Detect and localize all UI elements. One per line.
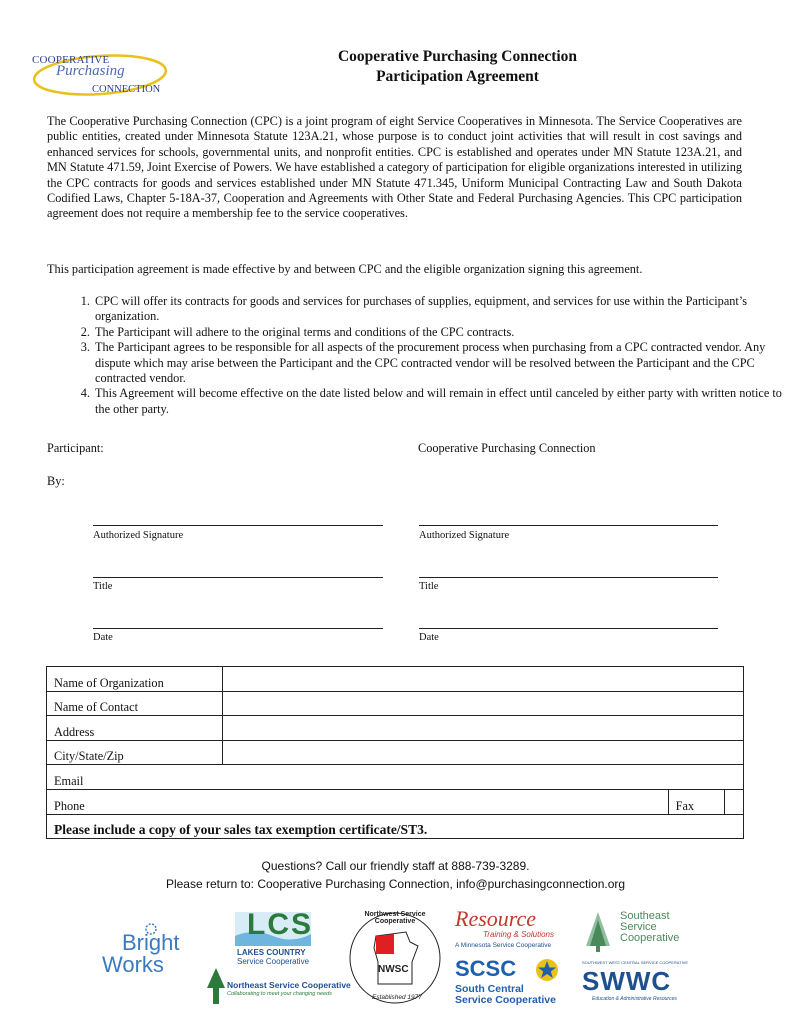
brightworks-logo (100, 920, 200, 980)
by-label: By: (47, 474, 65, 488)
cpc-logo (30, 48, 175, 100)
swwc-logo (580, 960, 689, 1006)
nwsc-initials: NWSC (378, 964, 409, 975)
southeast-line1: Southeast (620, 910, 670, 922)
table-row (47, 740, 744, 765)
lakes-country-line2: Service Cooperative (237, 957, 310, 966)
swwc-sub: Education & Administrative Resources (592, 996, 677, 1002)
questions-text: Questions? Call our friendly staff at 888-739-3289. (261, 859, 530, 873)
southeast-line2: Service (620, 921, 657, 933)
terms-list (47, 294, 788, 417)
northeast-tagline: Collaborating to meet your changing needs (227, 991, 332, 997)
page-subtitle: Participation Agreement (376, 68, 539, 85)
email-label: Email (54, 773, 84, 788)
organization-field[interactable] (223, 667, 744, 692)
cpc-signatory-label: Cooperative Purchasing Connection (418, 441, 596, 455)
tax-exemption-note: Please include a copy of your sales tax exemption certificate/ST3. (47, 814, 744, 839)
table-row (47, 667, 744, 692)
resource-logo (455, 906, 565, 956)
cpc-title-label: Title (419, 581, 439, 592)
contact-field[interactable] (223, 691, 744, 716)
phone-label: Phone (54, 798, 85, 813)
cpc-date-line[interactable] (419, 628, 718, 629)
return-text: Please return to: Cooperative Purchasing Connection, info@purchasingconnection.org (165, 877, 626, 891)
term-item: 4. This Agreement will become effective on the date listed below and will remain in effect until canceled by either party with written notice to the other party. (93, 386, 788, 417)
resource-name: Resource (455, 906, 537, 931)
organization-label: Name of Organization (47, 667, 223, 692)
lakes-country-line1: LAKES COUNTRY (237, 948, 306, 957)
fax-label: Fax (668, 789, 724, 814)
address-field[interactable] (223, 716, 744, 741)
scsc-line2: Service Cooperative (455, 994, 556, 1006)
intro-paragraph: The Cooperative Purchasing Connection (CPC) is a joint program of eight Service Cooperatives in Minnesota. The Service Cooperatives are public entities, created under Minnesota Statute 123A.21, whose purpose is to conduct joint activities that will result in cost savings and enhanced services for schools, governmental units, and nonprofit entities. CPC is established and operates under MN Statute 123A.21, and MN Statute 471.59, Joint Exercise of Powers. We have established a category of participation for eligible organizations interested in utilizing the CPC contracts for goods and services established under MN Statute 471.345, Uniform Municipal Contracting Law and South Dakota Codified Laws, Chapter 5-18A-37, Cooperation and Agreements with Other State and Federal Purchasing Agencies. This CPC participation agreement does not require a membership fee to the service cooperatives. (47, 114, 742, 221)
northeast-name: Northeast Service Cooperative (227, 980, 351, 990)
participant-title-label: Title (93, 581, 113, 592)
tree-icon (205, 966, 227, 1006)
cpc-date-label: Date (419, 632, 439, 643)
swwc-top: SOUTHWEST WEST CENTRAL SERVICE COOPERATIVE (582, 960, 689, 965)
brightworks-line1: Bright (122, 930, 180, 955)
term-item: 2. The Participant will adhere to the original terms and conditions of the CPC contracts. (93, 325, 788, 340)
northeast-logo (205, 966, 351, 1008)
city-state-zip-field[interactable] (223, 740, 744, 765)
logo-line1: COOPERATIVE (32, 54, 110, 66)
resource-tagline: Training & Solutions (483, 930, 554, 939)
page-title: Cooperative Purchasing Connection (337, 48, 578, 65)
participant-label: Participant: (47, 441, 104, 455)
nwsc-ring-text: Northwest Service Cooperative (364, 911, 426, 925)
phone-field[interactable] (47, 789, 669, 814)
participant-title-line[interactable] (93, 577, 383, 578)
table-row (47, 765, 744, 790)
term-item: 3. The Participant agrees to be responsible for all aspects of the procurement process when purchasing from a CPC contracted vendor. Any dispute which may arise between the Participant and the CPC contracted vendor will be resolved between the Participant and the CPC contracted vendor. (93, 340, 788, 386)
lakes-country-logo (233, 910, 313, 968)
table-row (47, 789, 744, 814)
contact-label: Name of Contact (47, 691, 223, 716)
lakes-country-initials: LCS (247, 908, 313, 941)
star-icon (535, 958, 559, 982)
table-row (47, 814, 744, 839)
participant-info-table (46, 666, 744, 839)
cpc-title-line[interactable] (419, 577, 718, 578)
table-row (47, 716, 744, 741)
swwc-initials: SWWC (582, 966, 672, 996)
term-item: 1. CPC will offer its contracts for goods and services for purchases of supplies, equipment, and services for use within the Participant’s organization. (93, 294, 788, 325)
table-row (47, 691, 744, 716)
fax-field[interactable] (724, 789, 743, 814)
email-field[interactable] (47, 765, 744, 790)
cpc-signature-label: Authorized Signature (419, 530, 510, 541)
address-label: Address (47, 716, 223, 741)
nwsc-established: Established 1977 (372, 994, 422, 1001)
southeast-logo (582, 910, 692, 956)
scsc-logo (455, 958, 567, 1008)
scsc-line1: South Central (455, 983, 524, 995)
cpc-signature-line[interactable] (419, 525, 718, 526)
logo-line2: Purchasing (56, 63, 125, 79)
city-state-zip-label: City/State/Zip (47, 740, 223, 765)
resource-sub: A Minnesota Service Cooperative (455, 942, 552, 949)
participant-signature-line[interactable] (93, 525, 383, 526)
agreement-intro: This participation agreement is made effective by and between CPC and the eligible organization signing this agreement. (47, 262, 643, 276)
logo-line3: CONNECTION (92, 84, 161, 95)
nwsc-logo (346, 908, 444, 1008)
southeast-line3: Cooperative (620, 932, 680, 944)
participant-date-label: Date (93, 632, 113, 643)
pine-tree-icon (582, 910, 614, 954)
brightworks-line2: Works (102, 952, 164, 977)
scsc-initials: SCSC (455, 956, 517, 981)
participant-date-line[interactable] (93, 628, 383, 629)
participant-signature-label: Authorized Signature (93, 530, 184, 541)
